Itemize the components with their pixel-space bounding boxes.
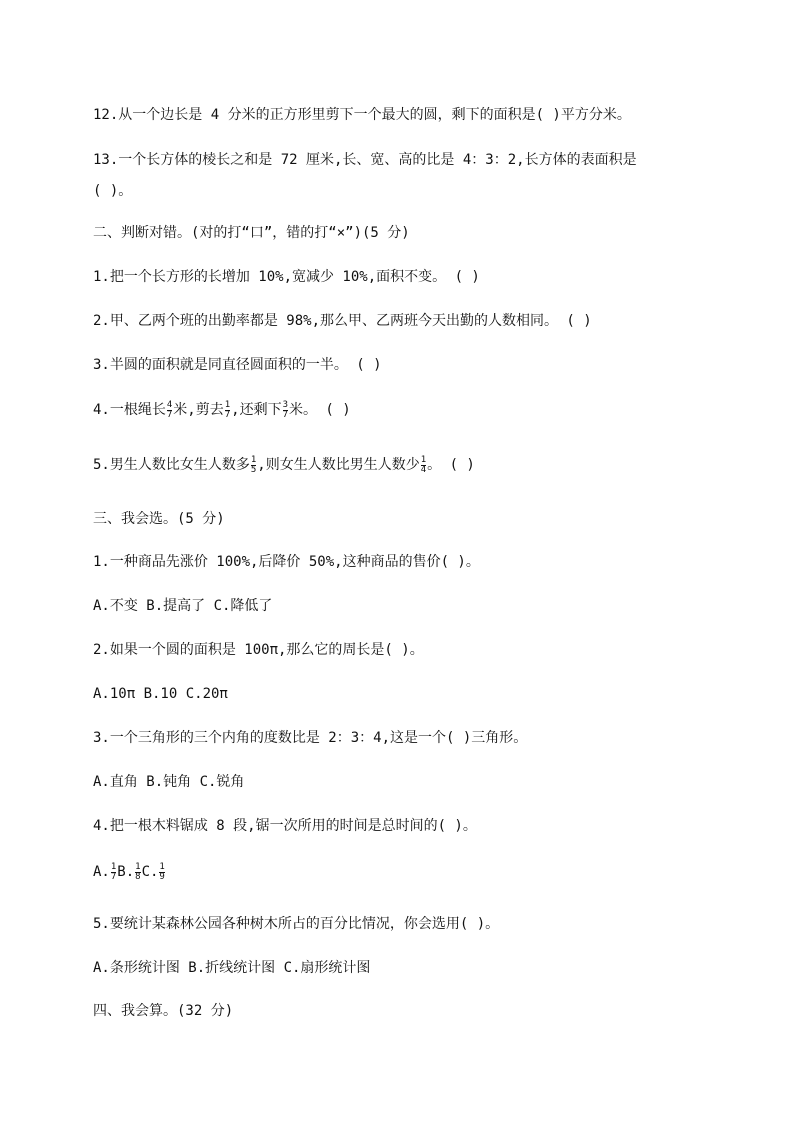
fraction xyxy=(421,456,426,475)
fraction-numerator: 1 xyxy=(224,399,231,410)
choice-5: 5.要统计某森林公园各种树木所占的百分比情况，你会选用( )。 xyxy=(93,916,500,932)
choice-2: 2.如果一个圆的面积是 100π,那么它的周长是( )。 xyxy=(93,642,424,658)
judge-4-text-d: 米。 ( ) xyxy=(289,402,351,418)
judge-4-text-b: 米,剪去 xyxy=(173,402,224,418)
judge-4 xyxy=(93,400,351,420)
choice-3-options: A.直角 B.钝角 C.锐角 xyxy=(93,774,245,790)
fraction xyxy=(167,401,172,420)
fraction-denominator: 8 xyxy=(135,871,141,882)
judge-4-text-c: ,还剩下 xyxy=(231,402,282,418)
judge-4-text-a: 4.一根绳长 xyxy=(93,402,166,418)
judge-5-text-b: ,则女生人数比男生人数少 xyxy=(257,457,420,473)
fraction xyxy=(159,863,164,882)
section-2-heading: 二、判断对错。(对的打“口”，错的打“×”)(5 分) xyxy=(93,225,410,241)
fraction-denominator: 9 xyxy=(159,871,165,882)
fraction-numerator: 3 xyxy=(282,399,288,410)
fraction-denominator: 5 xyxy=(250,464,257,475)
question-13-line-1: 13.一个长方体的棱长之和是 72 厘米,长、宽、高的比是 4：3：2,长方体的表面积是 xyxy=(93,152,637,168)
fraction-denominator: 7 xyxy=(166,409,173,420)
fraction xyxy=(135,863,140,882)
fraction-numerator: 1 xyxy=(135,861,141,872)
choice-4: 4.把一根木料锯成 8 段,锯一次所用的时间是总时间的( )。 xyxy=(93,818,477,834)
choice-5-options: A.条形统计图 B.折线统计图 C.扇形统计图 xyxy=(93,960,371,976)
question-12: 12.从一个边长是 4 分米的正方形里剪下一个最大的圆，剩下的面积是( )平方分米。 xyxy=(93,107,631,123)
fraction-numerator: 1 xyxy=(110,861,117,872)
section-4-heading: 四、我会算。(32 分) xyxy=(93,1003,234,1019)
fraction xyxy=(111,863,116,882)
fraction-numerator: 1 xyxy=(159,861,165,872)
judge-5 xyxy=(93,455,475,475)
fraction-numerator: 1 xyxy=(250,454,257,465)
judge-3: 3.半圆的面积就是同直径圆面积的一半。 ( ) xyxy=(93,357,382,373)
choice-4-options xyxy=(93,862,166,882)
choice-1-options: A.不变 B.提高了 C.降低了 xyxy=(93,598,273,614)
judge-5-text-a: 5.男生人数比女生人数多 xyxy=(93,457,250,473)
option-a-label: A. xyxy=(93,864,110,880)
choice-1: 1.一种商品先涨价 100%,后降价 50%,这种商品的售价( )。 xyxy=(93,554,480,570)
fraction-numerator: 4 xyxy=(166,399,173,410)
choice-2-options: A.10π B.10 C.20π xyxy=(93,686,228,702)
fraction-numerator: 1 xyxy=(420,454,427,465)
judge-2: 2.甲、乙两个班的出勤率都是 98%,那么甲、乙两班今天出勤的人数相同。 ( ) xyxy=(93,313,592,329)
fraction-denominator: 7 xyxy=(282,409,288,420)
choice-3: 3.一个三角形的三个内角的度数比是 2：3：4,这是一个( )三角形。 xyxy=(93,730,528,746)
section-3-heading: 三、我会选。(5 分) xyxy=(93,511,225,527)
fraction xyxy=(251,456,256,475)
fraction xyxy=(225,401,230,420)
fraction xyxy=(283,401,288,420)
fraction-denominator: 7 xyxy=(224,409,231,420)
judge-1: 1.把一个长方形的长增加 10%,宽减少 10%,面积不变。 ( ) xyxy=(93,269,480,285)
question-13-line-2: ( )。 xyxy=(93,183,133,199)
fraction-denominator: 4 xyxy=(420,464,427,475)
judge-5-text-c: 。 ( ) xyxy=(427,457,475,473)
fraction-denominator: 7 xyxy=(110,871,117,882)
option-c-label: C. xyxy=(141,864,159,880)
option-b-label: B. xyxy=(117,864,135,880)
